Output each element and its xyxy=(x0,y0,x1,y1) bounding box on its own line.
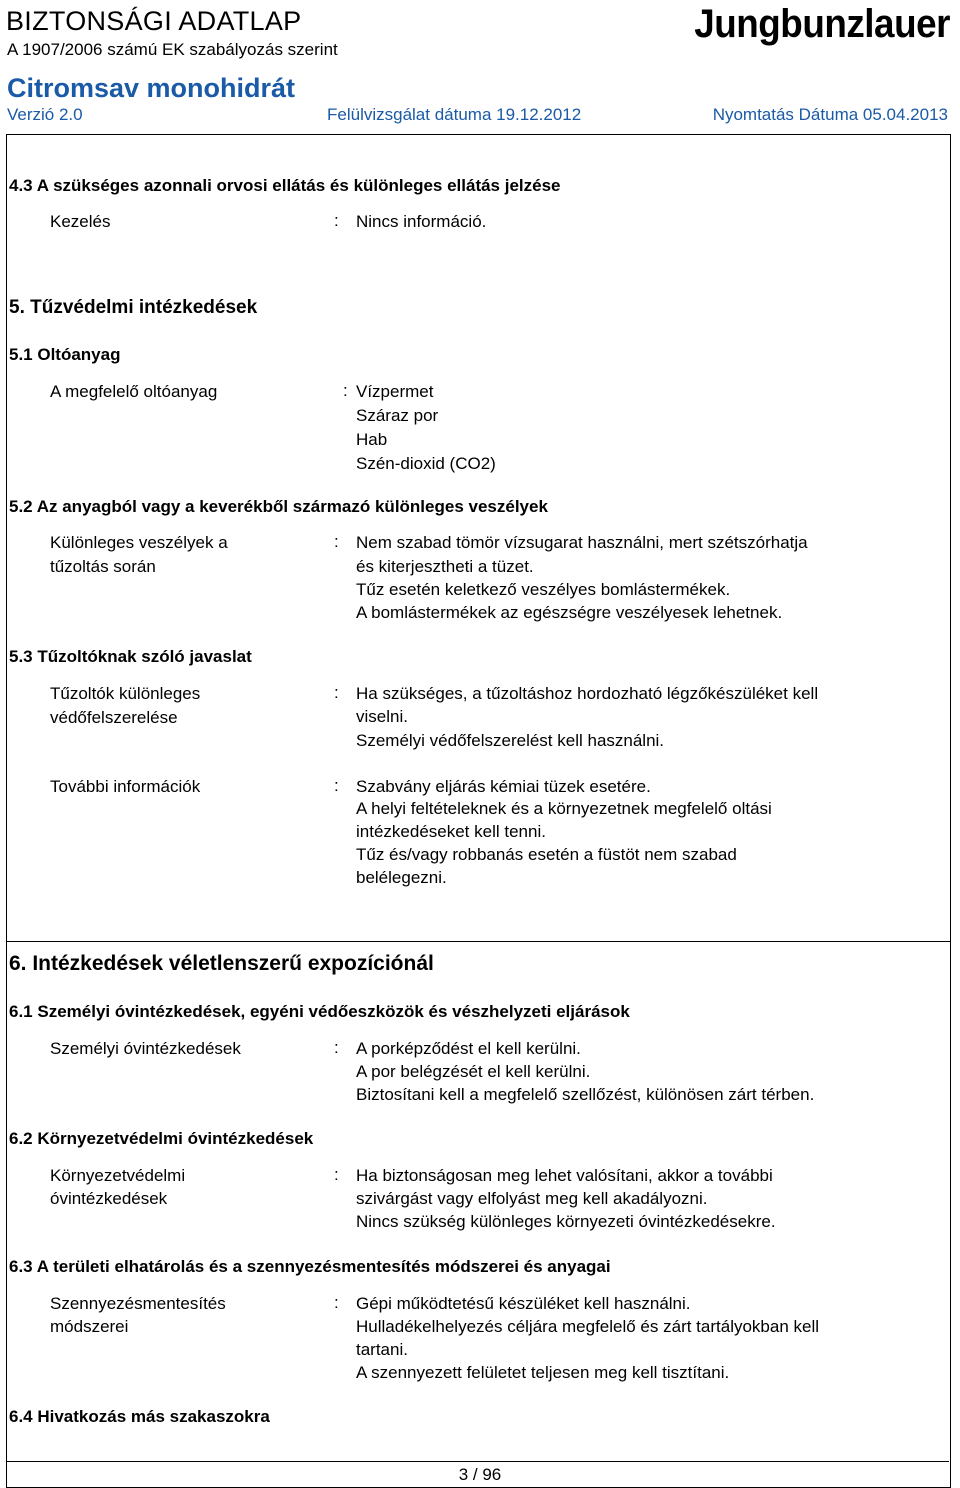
field-label-line: védőfelszerelése xyxy=(50,708,178,727)
print-date: Nyomtatás Dátuma 05.04.2013 xyxy=(712,105,948,124)
page-number: 3 / 96 xyxy=(458,1465,502,1484)
field-value-line: Ha biztonságosan meg lehet valósítani, akkor a további xyxy=(356,1166,773,1185)
field-colon: : xyxy=(334,776,339,795)
revision-date: Felülvizsgálat dátuma 19.12.2012 xyxy=(327,105,582,124)
field-colon: : xyxy=(343,381,348,400)
field-value-line: Biztosítani kell a megfelelő szellőzést, különösen zárt térben. xyxy=(356,1085,815,1104)
field-label-line: módszerei xyxy=(50,1317,129,1336)
field-value-line: A por belégzését el kell kerülni. xyxy=(356,1062,591,1081)
company-logo: Jungbunzlauer xyxy=(694,2,950,46)
section-heading-5: 5. Tűzvédelmi intézkedések xyxy=(9,297,258,318)
section-heading-5-1: 5.1 Oltóanyag xyxy=(9,345,121,364)
section-heading-6-2: 6.2 Környezetvédelmi óvintézkedések xyxy=(9,1129,314,1148)
field-colon: : xyxy=(334,211,339,230)
field-label-line: Különleges veszélyek a xyxy=(50,533,228,552)
field-value-line: Tűz és/vagy robbanás esetén a füstöt nem szabad xyxy=(356,845,737,864)
section-heading-6-1: 6.1 Személyi óvintézkedések, egyéni védőeszközök és vészhelyzeti eljárások xyxy=(9,1002,630,1021)
field-colon: : xyxy=(334,683,339,702)
version-text: Verzió 2.0 xyxy=(7,105,83,124)
field-value-line: A bomlástermékek az egészségre veszélyesek lehetnek. xyxy=(356,603,783,622)
field-value-line: intézkedéseket kell tenni. xyxy=(356,822,546,841)
field-value-line: Gépi működtetésű készüléket kell használni. xyxy=(356,1294,691,1313)
section-heading-6-4: 6.4 Hivatkozás más szakaszokra xyxy=(9,1407,270,1426)
field-value-line: Hab xyxy=(356,430,388,449)
field-label: A megfelelő oltóanyag xyxy=(50,382,218,401)
field-label-line: óvintézkedések xyxy=(50,1189,168,1208)
field-colon: : xyxy=(334,1165,339,1184)
field-label: Személyi óvintézkedések xyxy=(50,1039,241,1058)
field-value-line: Hulladékelhelyezés céljára megfelelő és zárt tartályokban kell xyxy=(356,1317,820,1336)
field-value-line: A szennyezett felületet teljesen meg kell tisztítani. xyxy=(356,1363,730,1382)
field-value-line: Nincs szükség különleges környezeti óvintézkedésekre. xyxy=(356,1212,776,1231)
field-value-line: A helyi feltételeknek és a környezetnek megfelelő oltási xyxy=(356,799,772,818)
field-label-line: tűzoltás során xyxy=(50,557,156,576)
section-heading-6: 6. Intézkedések véletlenszerű expozíciónál xyxy=(9,952,434,975)
field-value-line: tartani. xyxy=(356,1340,408,1359)
field-value-line: Vízpermet xyxy=(356,382,434,401)
field-value-line: Nem szabad tömör vízsugarat használni, mert szétszórhatja xyxy=(356,533,808,552)
field-value-line: Szabvány eljárás kémiai tüzek esetére. xyxy=(356,777,651,796)
product-name: Citromsav monohidrát xyxy=(7,73,296,103)
field-value-line: Tűz esetén keletkező veszélyes bomlástermékek. xyxy=(356,580,731,599)
section-heading-5-3: 5.3 Tűzoltóknak szóló javaslat xyxy=(9,647,252,666)
document-title: BIZTONSÁGI ADATLAP xyxy=(6,6,302,36)
footer-divider xyxy=(6,1461,949,1462)
field-colon: : xyxy=(334,1293,339,1312)
field-value-line: A porképződést el kell kerülni. xyxy=(356,1039,581,1058)
section-heading-4-3: 4.3 A szükséges azonnali orvosi ellátás és különleges ellátás jelzése xyxy=(9,176,561,195)
field-label: Kezelés xyxy=(50,212,111,231)
field-label-line: Szennyezésmentesítés xyxy=(50,1294,226,1313)
field-value-line: Személyi védőfelszerelést kell használni. xyxy=(356,731,665,750)
field-value-line: szivárgást vagy elfolyást meg kell akadályozni. xyxy=(356,1189,708,1208)
field-value: Nincs információ. xyxy=(356,212,487,231)
regulation-text: A 1907/2006 számú EK szabályozás szerint xyxy=(7,40,338,59)
field-colon: : xyxy=(334,532,339,551)
field-value-line: viselni. xyxy=(356,707,408,726)
section-heading-5-2: 5.2 Az anyagból vagy a keverékből származó különleges veszélyek xyxy=(9,497,548,516)
field-label-line: Tűzoltók különleges xyxy=(50,684,201,703)
field-value-line: Száraz por xyxy=(356,406,439,425)
field-colon: : xyxy=(334,1038,339,1057)
field-value-line: Szén-dioxid (CO2) xyxy=(356,454,496,473)
field-label-line: Környezetvédelmi xyxy=(50,1166,186,1185)
section-heading-6-3: 6.3 A területi elhatárolás és a szennyezésmentesítés módszerei és anyagai xyxy=(9,1257,611,1276)
field-value-line: és kiterjesztheti a tüzet. xyxy=(356,557,534,576)
field-value-line: belélegezni. xyxy=(356,868,447,887)
field-label: További információk xyxy=(50,777,201,796)
field-value-line: Ha szükséges, a tűzoltáshoz hordozható légzőkészüléket kell xyxy=(356,684,819,703)
